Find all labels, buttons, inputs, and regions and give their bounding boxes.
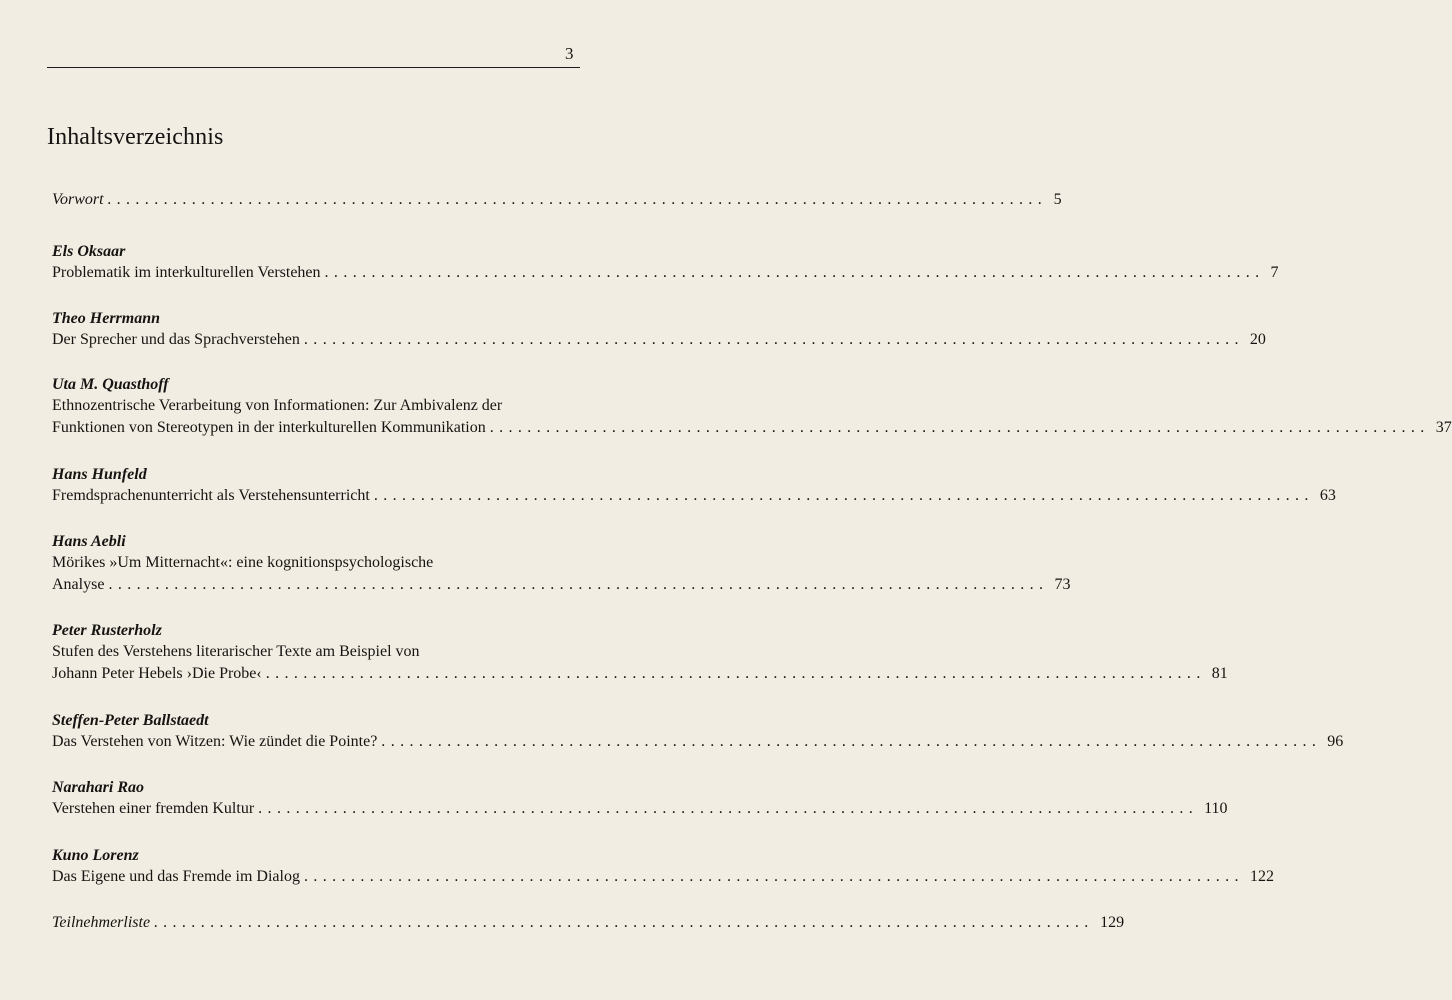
toc-entry-teilnehmerliste <box>52 912 1125 934</box>
toc-line <box>52 485 1336 507</box>
entry-author: Kuno Lorenz <box>52 847 139 864</box>
entry-page: 63 <box>1319 487 1336 504</box>
entry-page: 20 <box>1249 331 1266 348</box>
toc-entry-rao <box>52 777 1228 820</box>
toc-line <box>52 329 1266 351</box>
entry-title-line: Ethnozentrische Verarbeitung von Informationen: Zur Ambivalenz der <box>52 397 506 414</box>
dot-leader: .................................................................................................... <box>489 419 1430 436</box>
entry-page: 37 <box>1435 419 1452 436</box>
entry-page: 7 <box>1270 264 1279 281</box>
toc-line <box>52 912 1125 934</box>
entry-page: 122 <box>1249 868 1274 885</box>
header-rule <box>47 67 580 68</box>
entry-page: 73 <box>1054 576 1071 593</box>
dot-leader: .................................................................................................... <box>154 914 1095 931</box>
toc-line <box>52 395 585 417</box>
entry-title: Das Eigene und das Fremde im Dialog <box>52 866 302 888</box>
toc-entry-herrmann <box>52 308 1266 351</box>
entry-title: Johann Peter Hebels ›Die Probe‹ <box>52 663 264 685</box>
entry-author: Peter Rusterholz <box>52 622 162 639</box>
toc-line <box>52 262 1279 284</box>
dot-leader: .................................................................................................... <box>265 665 1206 682</box>
toc-entry-rusterholz <box>52 620 1228 685</box>
toc-line <box>52 731 1344 753</box>
dot-leader: .................................................................................................... <box>107 191 1048 208</box>
toc-entry-ballstaedt <box>52 710 1344 753</box>
toc-heading: Inhaltsverzeichnis <box>47 124 224 150</box>
page-number: 3 <box>565 44 574 63</box>
entry-title: Teilnehmerliste <box>52 912 152 934</box>
entry-title: Funktionen von Stereotypen in der interkulturellen Kommunikation <box>52 417 488 439</box>
entry-author: Hans Aebli <box>52 533 126 550</box>
dot-leader: .................................................................................................... <box>303 331 1244 348</box>
entry-title-line: Mörikes »Um Mitternacht«: eine kognitionspsychologische <box>52 554 437 571</box>
toc-entry-oksaar <box>52 241 1279 284</box>
entry-page: 5 <box>1053 191 1062 208</box>
toc-entry-vorwort <box>52 189 1062 211</box>
dot-leader: .................................................................................................... <box>324 264 1265 281</box>
toc-line <box>52 866 1274 888</box>
toc-entry-lorenz <box>52 845 1274 888</box>
entry-page: 81 <box>1211 665 1228 682</box>
dot-leader: .................................................................................................... <box>258 800 1199 817</box>
toc-line <box>52 417 1452 439</box>
entry-title: Verstehen einer fremden Kultur <box>52 798 256 820</box>
toc-line <box>52 574 1071 596</box>
toc-line <box>52 663 1228 685</box>
toc-entry-quasthoff <box>52 374 1452 439</box>
toc-line <box>52 641 585 663</box>
entry-author: Narahari Rao <box>52 779 145 796</box>
dot-leader: .................................................................................................... <box>381 733 1322 750</box>
toc-entry-hunfeld <box>52 464 1336 507</box>
entry-title: Fremdsprachenunterricht als Verstehensunterricht <box>52 485 372 507</box>
entry-page: 96 <box>1327 733 1344 750</box>
entry-title: Das Verstehen von Witzen: Wie zündet die Pointe? <box>52 731 379 753</box>
dot-leader: .................................................................................................... <box>373 487 1314 504</box>
dot-leader: .................................................................................................... <box>108 576 1049 593</box>
entry-page: 129 <box>1100 914 1125 931</box>
entry-title: Analyse <box>52 574 106 596</box>
entry-page: 110 <box>1204 800 1228 817</box>
entry-title: Problematik im interkulturellen Verstehen <box>52 262 323 284</box>
entry-title-line: Stufen des Verstehens literarischer Texte am Beispiel von <box>52 643 424 660</box>
entry-author: Els Oksaar <box>52 243 126 260</box>
toc-entry-aebli <box>52 531 1071 596</box>
toc-line <box>52 552 585 574</box>
toc-line <box>52 189 1062 211</box>
entry-author: Steffen-Peter Ballstaedt <box>52 712 209 729</box>
entry-author: Theo Herrmann <box>52 310 161 327</box>
entry-title: Vorwort <box>52 189 106 211</box>
entry-author: Hans Hunfeld <box>52 466 147 483</box>
entry-author: Uta M. Quasthoff <box>52 376 169 393</box>
entry-title: Der Sprecher und das Sprachverstehen <box>52 329 302 351</box>
toc-line <box>52 798 1228 820</box>
dot-leader: .................................................................................................... <box>303 868 1244 885</box>
